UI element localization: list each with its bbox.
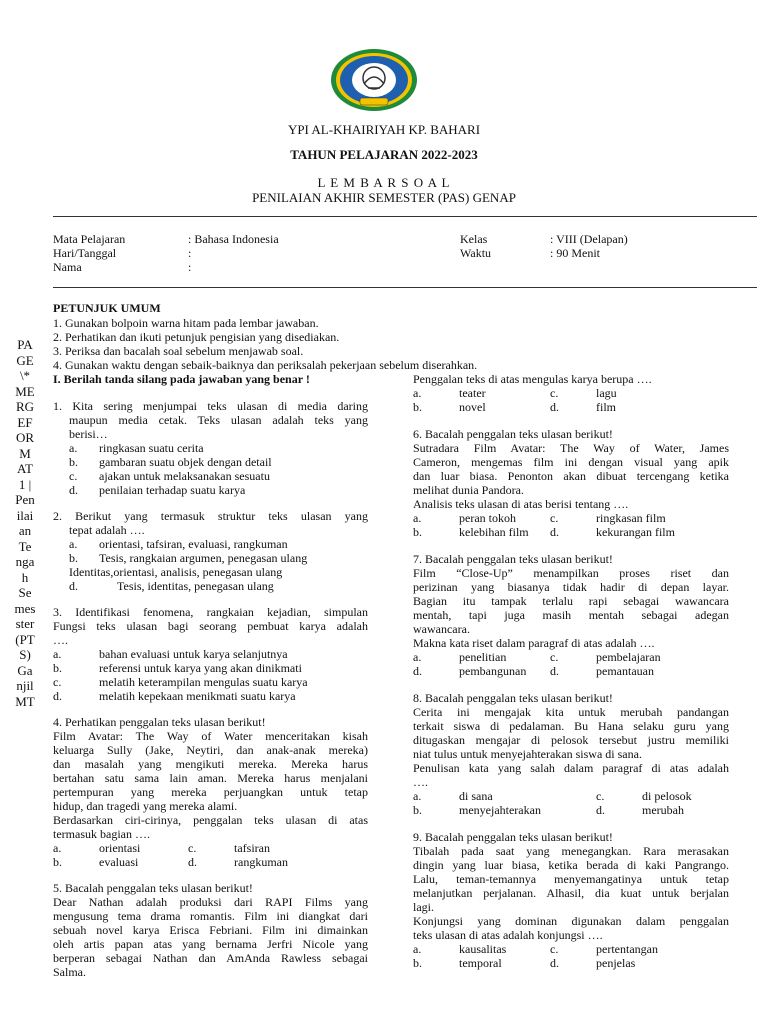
sidebar-code-line: AT bbox=[17, 461, 33, 476]
question-5-passage: mengusung tema drama romantis. Film ini diangkat dari bbox=[53, 909, 368, 923]
question-9-passage: dingin yang luar biasa, ketika berada di kaki Pangrango. bbox=[413, 858, 729, 872]
option-letter[interactable]: a. bbox=[53, 647, 62, 661]
name-value: : bbox=[188, 260, 192, 274]
sidebar-code-line: RG bbox=[15, 399, 35, 414]
question-2-stem: 2. Berikut yang termasuk struktur teks ulasan yang bbox=[53, 509, 368, 523]
exam-title: PENILAIAN AKHIR SEMESTER (PAS) GENAP bbox=[252, 190, 516, 205]
question-5-option bbox=[413, 386, 729, 400]
sidebar-code-line: mes bbox=[14, 600, 36, 616]
question-3-option bbox=[53, 689, 368, 703]
right-column bbox=[413, 372, 729, 970]
question-5-question: Penggalan teks di atas mengulas karya berupa …. bbox=[413, 372, 652, 386]
option-letter[interactable]: d. bbox=[413, 664, 422, 678]
question-1-stem: maupun media cetak. Teks ulasan adalah teks yang bbox=[69, 413, 368, 427]
option-letter[interactable]: c. bbox=[69, 469, 78, 483]
question-6-passage: dan luar biasa. Penonton akan dibuat tercengang ketika bbox=[413, 469, 729, 483]
sidebar-code-line: EF bbox=[17, 414, 33, 430]
sidebar-code-line: MT bbox=[15, 693, 35, 709]
option-text[interactable]: rangkuman bbox=[234, 855, 288, 869]
sidebar-code-line: Ga bbox=[17, 662, 33, 678]
sidebar-code-line: PA bbox=[17, 337, 33, 352]
option-letter[interactable]: d. bbox=[550, 525, 559, 539]
sidebar-code-line: ilai bbox=[16, 507, 34, 523]
sidebar-code-line: 1 | bbox=[18, 476, 32, 492]
option-text[interactable]: kekurangan film bbox=[596, 525, 675, 539]
option-letter[interactable]: a. bbox=[413, 511, 422, 525]
question-1-option bbox=[53, 455, 368, 469]
question-2-option bbox=[53, 565, 368, 579]
question-4-passage: bertahan satu sama lain aman. Mereka harus menjalani bbox=[53, 771, 368, 785]
option-letter[interactable]: a. bbox=[69, 537, 78, 551]
option-text[interactable]: tafsiran bbox=[234, 841, 270, 855]
option-letter[interactable]: d. bbox=[53, 689, 62, 703]
question-8-passage: niat tulus untuk menyejahterakan siswa di sana. bbox=[413, 747, 642, 761]
time-value: : 90 Menit bbox=[550, 246, 600, 260]
question-2-stem: tepat adalah …. bbox=[69, 523, 145, 537]
question-8-option bbox=[413, 803, 729, 817]
question-6-option bbox=[413, 511, 729, 525]
instruction-item: 3. Periksa dan bacalah soal sebelum menjawab soal. bbox=[53, 344, 304, 358]
option-letter[interactable]: a. bbox=[413, 386, 422, 400]
left-column bbox=[53, 372, 368, 979]
question-9-passage: lagi. bbox=[413, 900, 434, 914]
sidebar-code-line: \* bbox=[19, 368, 31, 383]
question-7-passage: perizinan yang biasanya tidak hadir di depan layar. bbox=[413, 580, 729, 594]
option-text[interactable]: novel bbox=[459, 400, 486, 414]
question-9-question: Konjungsi yang dominan digunakan dalam penggalan bbox=[413, 914, 729, 928]
sidebar-code-line: nga bbox=[15, 554, 35, 569]
question-5-passage: Dear Nathan adalah produksi dari RAPI Films yang bbox=[53, 895, 368, 909]
question-6-question: Analisis teks ulasan di atas berisi tentang …. bbox=[413, 497, 629, 511]
option-letter[interactable]: c. bbox=[550, 942, 559, 956]
option-text[interactable]: Tesis, identitas, penegasan ulang bbox=[117, 579, 274, 593]
question-1-stem: 1. Kita sering menjumpai teks ulasan di media daring bbox=[53, 399, 368, 413]
option-letter[interactable]: d. bbox=[550, 956, 559, 970]
question-7-passage: Film “Close-Up” menampilkan proses riset dan bbox=[413, 566, 729, 580]
option-text[interactable]: gambaran suatu objek dengan detail bbox=[99, 455, 272, 469]
question-7-question: Makna kata riset dalam paragraf di atas adalah …. bbox=[413, 636, 655, 650]
question-4-passage: keluarga Sully (Jake, Neytiri, dan anak-anak mereka) bbox=[53, 743, 368, 757]
option-letter[interactable]: c. bbox=[596, 789, 605, 803]
option-letter[interactable]: d. bbox=[596, 803, 605, 817]
option-letter[interactable]: c. bbox=[53, 675, 62, 689]
question-1-option bbox=[53, 441, 368, 455]
option-letter[interactable]: d. bbox=[550, 664, 559, 678]
question-3-stem: Fungsi teks ulasan bagi seorang pembuat karya adalah bbox=[53, 619, 368, 633]
question-9-passage: Tibalah pada saat yang menegangkan. Rara merasakan bbox=[413, 844, 729, 858]
option-text[interactable]: pembelajaran bbox=[596, 650, 661, 664]
question-5-passage: oleh artis papan atas yang bernama Jerfri Nicole yang bbox=[53, 937, 368, 951]
option-text[interactable]: penelitian bbox=[459, 650, 507, 664]
option-letter[interactable]: a. bbox=[413, 650, 422, 664]
question-9-option bbox=[413, 942, 729, 956]
class-value: : VIII (Delapan) bbox=[550, 232, 628, 246]
option-text[interactable]: Identitas,orientasi, analisis, penegasan ulang bbox=[69, 565, 283, 579]
date-value: : bbox=[188, 246, 192, 260]
question-8-question: …. bbox=[413, 775, 428, 789]
question-4-passage: pertempuran yang mereka perjuangkan untuk tetap bbox=[53, 785, 368, 799]
instruction-item: 1. Gunakan bolpoin warna hitam pada lembar jawaban. bbox=[53, 316, 319, 330]
option-text[interactable]: bahan evaluasi untuk karya selanjutnya bbox=[99, 647, 288, 661]
option-letter[interactable]: b. bbox=[413, 400, 422, 414]
option-letter[interactable]: c. bbox=[188, 841, 197, 855]
sidebar-code-line: OR bbox=[15, 430, 35, 445]
question-3-option bbox=[53, 661, 368, 675]
divider-bottom bbox=[53, 287, 757, 288]
question-6-passage: Sutradara Film Avatar: The Way of Water, James bbox=[413, 441, 729, 455]
question-1-option bbox=[53, 483, 368, 497]
question-9-option bbox=[413, 956, 729, 970]
sidebar-code-line: Te bbox=[18, 538, 32, 554]
question-4-question: termasuk bagian …. bbox=[53, 827, 150, 841]
option-letter[interactable]: c. bbox=[550, 511, 559, 525]
option-letter[interactable]: b. bbox=[413, 525, 422, 539]
option-text[interactable]: penilaian terhadap suatu karya bbox=[99, 483, 246, 497]
question-8-question: Penulisan kata yang salah dalam paragraf di atas adalah bbox=[413, 761, 729, 775]
option-text[interactable]: kelebihan film bbox=[459, 525, 529, 539]
academic-year: TAHUN PELAJARAN 2022-2023 bbox=[290, 147, 478, 162]
question-2-option bbox=[53, 551, 368, 565]
question-4-passage: Film Avatar: The Way of Water menceritakan kisah bbox=[53, 729, 368, 743]
option-text[interactable]: pembangunan bbox=[459, 664, 527, 678]
question-5-passage: Salma. bbox=[53, 965, 86, 979]
option-letter[interactable]: b. bbox=[53, 661, 62, 675]
question-3-option bbox=[53, 675, 368, 689]
sidebar-code-line: an bbox=[18, 523, 32, 538]
option-letter[interactable]: d. bbox=[188, 855, 197, 869]
sidebar-code-line: Se bbox=[18, 585, 32, 600]
question-3-stem: …. bbox=[53, 633, 68, 647]
section-heading: I. Berilah tanda silang pada jawaban yang benar ! bbox=[53, 372, 310, 386]
question-5-option bbox=[413, 400, 729, 414]
option-text[interactable]: orientasi, tafsiran, evaluasi, rangkuman bbox=[99, 537, 288, 551]
instruction-item: 2. Perhatikan dan ikuti petunjuk pengisian yang disediakan. bbox=[53, 330, 340, 344]
question-7-heading: 7. Bacalah penggalan teks ulasan berikut! bbox=[413, 552, 613, 566]
question-9-heading: 9. Bacalah penggalan teks ulasan berikut! bbox=[413, 830, 613, 844]
question-7-passage: mentah, tapi juga masih mentah sebagai adegan bbox=[413, 608, 729, 622]
question-1-stem: berisi… bbox=[69, 427, 108, 441]
option-text[interactable]: lagu bbox=[596, 386, 617, 400]
question-4-passage: dan masalah yang mengikuti mereka. Mereka harus bbox=[53, 757, 368, 771]
institution-name: YPI AL-KHAIRIYAH KP. BAHARI bbox=[287, 122, 481, 137]
option-text[interactable]: peran tokoh bbox=[459, 511, 516, 525]
subject-label: Mata Pelajaran bbox=[53, 232, 126, 246]
question-8-passage: terkait siswa di pedalaman. Bu Hana selaku guru yang bbox=[413, 719, 729, 733]
option-text[interactable]: di pelosok bbox=[642, 789, 692, 803]
option-text[interactable]: temporal bbox=[459, 956, 502, 970]
question-9-passage: melanjutkan perjalanan. Alhasil, dia kuat untuk berjalan bbox=[413, 886, 729, 900]
option-letter[interactable]: b. bbox=[53, 855, 62, 869]
option-letter[interactable]: c. bbox=[550, 386, 559, 400]
question-8-passage: Cerita ini mengajak kita untuk merubah pandangan bbox=[413, 705, 729, 719]
option-text[interactable]: ringkasan film bbox=[596, 511, 666, 525]
sidebar-code-line: h bbox=[21, 569, 29, 585]
question-7-passage: wawancara. bbox=[413, 622, 470, 636]
question-4-passage: hidup, dan tragedi yang mereka alami. bbox=[53, 799, 238, 813]
sidebar-code-line: S) bbox=[19, 647, 31, 662]
option-text[interactable]: evaluasi bbox=[99, 855, 139, 869]
question-8-option bbox=[413, 789, 729, 803]
option-text[interactable]: penjelas bbox=[596, 956, 636, 970]
question-3-stem: 3. Identifikasi fenomena, rangkaian kejadian, simpulan bbox=[53, 605, 368, 619]
question-9-passage: Lalu, teman-temannya menyemangatinya untuk tetap bbox=[413, 872, 729, 886]
divider-top bbox=[53, 216, 757, 217]
question-4-option bbox=[53, 855, 368, 869]
sidebar-code-line: (PT bbox=[15, 631, 35, 647]
option-letter[interactable]: d. bbox=[69, 579, 78, 593]
option-text[interactable]: ajakan untuk melaksanakan sesuatu bbox=[99, 469, 270, 483]
option-text[interactable]: orientasi bbox=[99, 841, 141, 855]
question-9-question: teks ulasan di atas adalah konjungsi …. bbox=[413, 928, 603, 942]
question-4-option bbox=[53, 841, 368, 855]
question-6-passage: melihat dunia Pandora. bbox=[413, 483, 524, 497]
question-5-heading: 5. Bacalah penggalan teks ulasan berikut! bbox=[53, 881, 253, 895]
sidebar-code-line: GE bbox=[16, 352, 34, 368]
question-2-option bbox=[53, 579, 368, 593]
question-7-passage: Bagian itu tampak terlalu rapi sebagai wawancara bbox=[413, 594, 729, 608]
option-letter[interactable]: b. bbox=[69, 455, 78, 469]
date-label: Hari/Tanggal bbox=[53, 246, 117, 260]
option-text[interactable]: pemantauan bbox=[596, 664, 654, 678]
option-text[interactable]: menyejahterakan bbox=[459, 803, 541, 817]
instruction-item: 4. Gunakan waktu dengan sebaik-baiknya dan periksalah pekerjaan sebelum diserahkan. bbox=[53, 358, 478, 372]
question-4-heading: 4. Perhatikan penggalan teks ulasan berikut! bbox=[53, 715, 266, 729]
question-1-option bbox=[53, 469, 368, 483]
option-letter[interactable]: a. bbox=[413, 789, 422, 803]
option-text[interactable]: melatih keterampilan mengulas suatu karya bbox=[99, 675, 308, 689]
option-text[interactable]: teater bbox=[459, 386, 486, 400]
option-letter[interactable]: a. bbox=[53, 841, 62, 855]
sidebar-code-line: M bbox=[19, 445, 31, 461]
option-text[interactable]: kausalitas bbox=[459, 942, 507, 956]
question-7-option bbox=[413, 664, 729, 678]
question-8-passage: ditugaskan mengajar di pelosok tersebut justru memiliki bbox=[413, 733, 729, 747]
question-7-option bbox=[413, 650, 729, 664]
option-text[interactable]: di sana bbox=[459, 789, 493, 803]
question-2-option bbox=[53, 537, 368, 551]
instructions-title: PETUNJUK UMUM bbox=[53, 301, 161, 315]
option-letter[interactable]: d. bbox=[69, 483, 78, 497]
option-text[interactable]: pertentangan bbox=[596, 942, 658, 956]
option-text[interactable]: Tesis, rangkaian argumen, penegasan ulang bbox=[99, 551, 308, 565]
question-6-heading: 6. Bacalah penggalan teks ulasan berikut! bbox=[413, 427, 613, 441]
question-8-heading: 8. Bacalah penggalan teks ulasan berikut! bbox=[413, 691, 613, 705]
option-letter[interactable]: b. bbox=[69, 551, 78, 565]
option-text[interactable]: referensi untuk karya yang akan dinikmati bbox=[99, 661, 302, 675]
option-letter[interactable]: c. bbox=[550, 650, 559, 664]
option-letter[interactable]: b. bbox=[413, 956, 422, 970]
question-4-question: Berdasarkan ciri-cirinya, penggalan teks ulasan di atas bbox=[53, 813, 368, 827]
question-3-option bbox=[53, 647, 368, 661]
subject-value: : Bahasa Indonesia bbox=[188, 232, 279, 246]
instructions-list bbox=[53, 316, 713, 372]
option-text[interactable]: film bbox=[596, 400, 616, 414]
question-6-option bbox=[413, 525, 729, 539]
school-logo bbox=[330, 48, 418, 112]
name-label: Nama bbox=[53, 260, 82, 274]
sidebar-code-line: ME bbox=[15, 383, 35, 399]
option-letter[interactable]: a. bbox=[413, 942, 422, 956]
question-5-passage: sebuah novel karya Erisca Febriani. Film ini dimainkan bbox=[53, 923, 368, 937]
sidebar-code-line: njil bbox=[16, 678, 34, 693]
time-label: Waktu bbox=[460, 246, 492, 260]
class-label: Kelas bbox=[460, 232, 488, 246]
page-field-code bbox=[6, 337, 44, 709]
sidebar-code-line: ster bbox=[15, 616, 35, 631]
option-text[interactable]: merubah bbox=[642, 803, 684, 817]
sheet-title: L E M B A R S O A L bbox=[317, 175, 451, 190]
sidebar-code-line: Pen bbox=[15, 492, 35, 507]
option-text[interactable]: melatih kepekaan menikmati suatu karya bbox=[99, 689, 296, 703]
question-6-passage: Cameron, mengemas film ini dengan visual yang apik bbox=[413, 455, 729, 469]
option-text[interactable]: ringkasan suatu cerita bbox=[99, 441, 204, 455]
option-letter[interactable]: b. bbox=[413, 803, 422, 817]
option-letter[interactable]: d. bbox=[550, 400, 559, 414]
question-5-passage: berperan sebagai Nathan dan AmAnda Rawless sebagai bbox=[53, 951, 368, 965]
option-letter[interactable]: a. bbox=[69, 441, 78, 455]
